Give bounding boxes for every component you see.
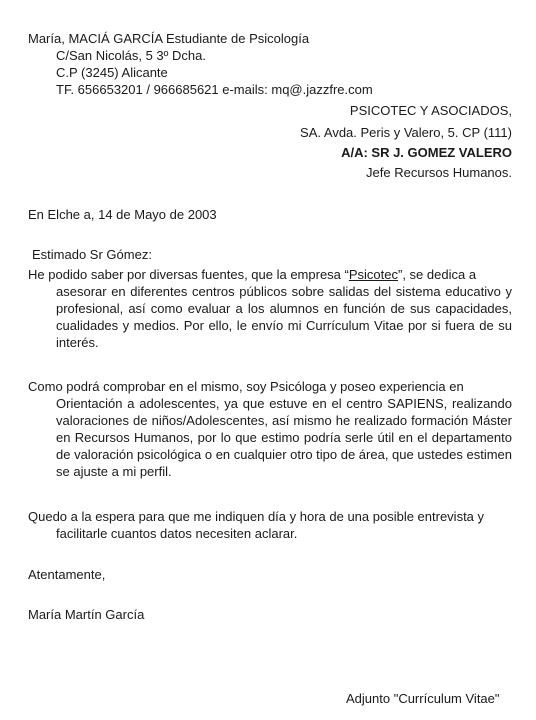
greeting: Estimado Sr Gómez: [32,247,152,262]
sender-city: C.P (3245) Alicante [56,65,168,80]
recipient-company: PSICOTEC Y ASOCIADOS, [349,103,512,118]
sender-name-line: María, MACIÁ GARCÍA Estudiante de Psicología [28,31,310,46]
sender-street: C/San Nicolás, 5 3º Dcha. [56,48,206,63]
company-word: Psicotec [348,267,398,282]
recipient-attention: A/A: SR J. GOMEZ VALERO [341,145,512,160]
paragraph-2-first-line: Como podrá comprobar en el mismo, soy Psicóloga y poseo experiencia en [28,379,464,394]
paragraph-3-rest: facilitarle cuantos datos necesiten aclarar. [56,526,298,541]
closing: Atentamente, [28,567,106,582]
paragraph-2-rest: Orientación a adolescentes, ya que estuve en el centro SAPIENS, realizando valoraciones de niños/Adolescentes, así mismo he realizado formación Máster en Recursos Humanos, por lo que estimo podría serle útil en el departamento de valoración psicológica o en cualquier otro tipo de área, que ustedes estimen se ajuste a mi perfil. [56,396,513,479]
enclosure-note: Adjunto "Currículum Vitae" [346,691,500,706]
signature: María Martín García [28,607,145,622]
sender-contact: TF. 656653201 / 966685621 e-mails: mq@.jazzfre.com [56,82,373,97]
paragraph-3 [28,508,512,542]
paragraph-1 [28,266,512,351]
recipient-role: Jefe Recursos Humanos. [366,165,512,180]
date-line: En Elche a, 14 de Mayo de 2003 [28,207,217,222]
paragraph-1-first-line [28,266,512,283]
recipient-address: SA. Avda. Peris y Valero, 5. CP (111) [300,125,512,140]
paragraph-1-rest: asesorar en diferentes centros públicos sobre salidas del sistema educativo y profesional, así como evaluar a los alumnos en función de sus capacidades, cualidades y medios. Por ello, le envío mi Currículum Vitae por si fuera de su interés. [56,284,512,350]
paragraph-1-tail: ”, se dedica a [398,267,477,282]
paragraph-1-lead: He podido saber por diversas fuentes, que la empresa “ [28,267,349,282]
paragraph-2 [28,378,512,480]
paragraph-3-first-line: Quedo a la espera para que me indiquen día y hora de una posible entrevista y [28,509,485,524]
